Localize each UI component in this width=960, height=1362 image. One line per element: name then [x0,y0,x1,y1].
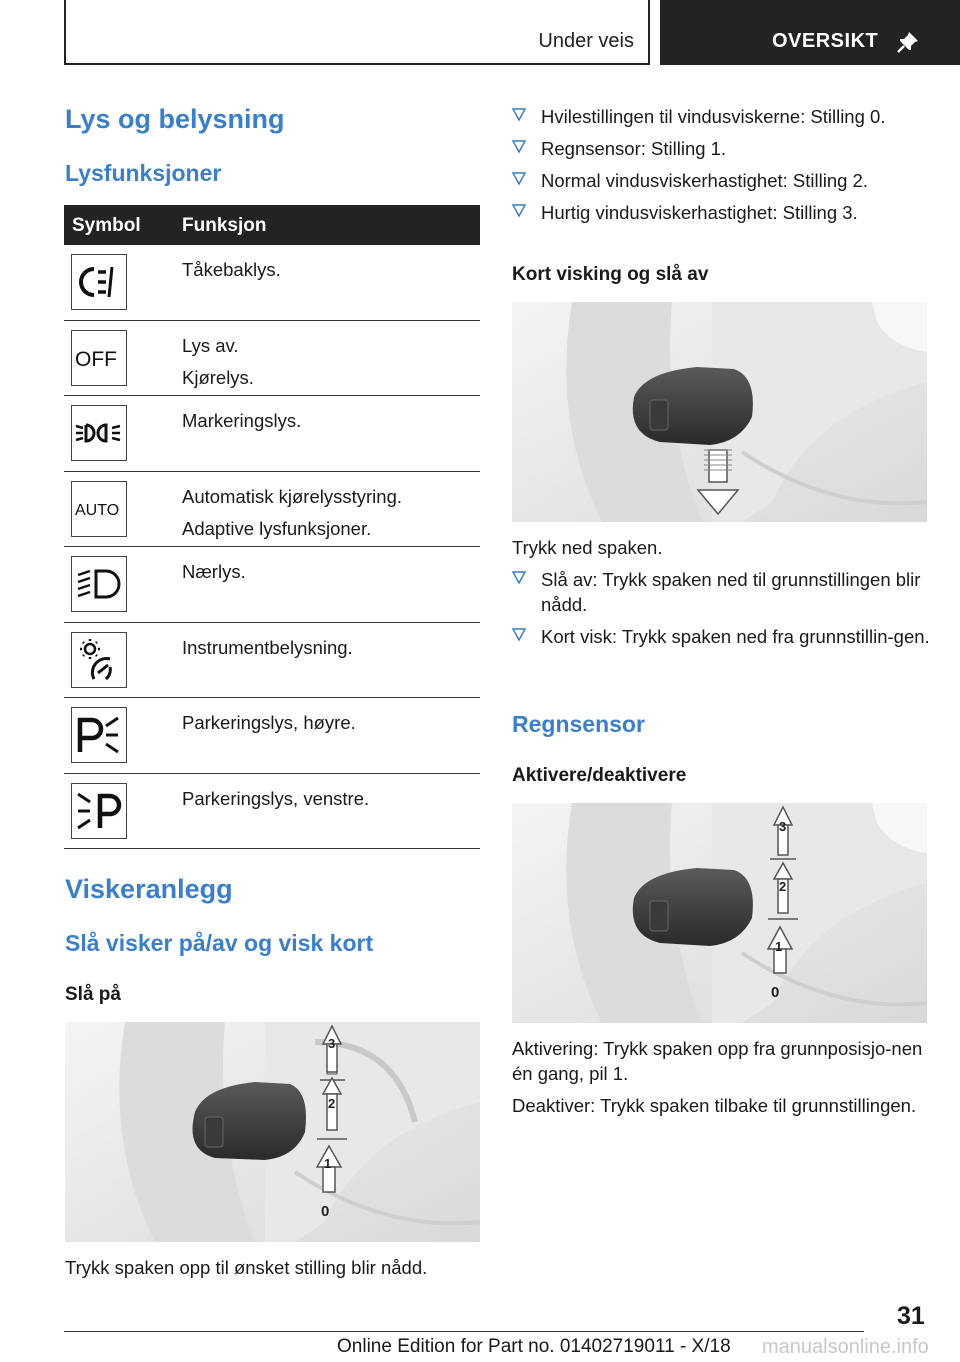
instrument-lighting-icon [71,632,127,688]
position-label-3: 3 [328,1036,336,1051]
footer-edition: Online Edition for Part no. 01402719011 - X/18 [337,1336,731,1357]
activation-text: Aktivering: Trykk spaken opp fra grunnposisjo-nen én gang, pil 1. [512,1038,923,1084]
parking-right-icon [71,707,127,763]
pin-icon [896,30,920,54]
bullet-text: Hurtig vindusviskerhastighet: Stilling 3. [541,202,858,223]
table-row [64,774,480,850]
wiper-lever-down-photo [512,302,927,522]
rain-sensor-lever-photo [512,803,927,1023]
press-down-text: Trykk ned spaken. [512,537,663,558]
deactivation-text: Deaktiver: Trykk spaken tilbake til grunnstillingen. [512,1095,917,1116]
footer-divider [64,1331,864,1332]
position-label-3: 3 [779,819,787,834]
position-label-1: 1 [775,939,783,954]
switch-on-heading: Slå på [65,984,121,1005]
row-function: Markeringslys. [182,410,302,431]
svg-text:OFF: OFF [75,347,117,371]
position-label-0: 0 [321,1203,330,1220]
wiper-subtitle: Slå visker på/av og visk kort [65,930,374,956]
off-icon [71,330,127,386]
bullet-text: Regnsensor: Stilling 1. [541,138,727,159]
table-row [64,547,480,623]
table-row [64,321,480,397]
fog-light-icon [71,254,127,310]
footer-site: manualsonline.info [762,1336,929,1358]
page-number: 31 [897,1302,925,1330]
table-row [64,623,480,699]
svg-text:AUTO: AUTO [75,501,120,519]
triangle-bullet-icon [512,171,526,185]
bullet-text: Kort visk: Trykk spaken ned fra grunnstillin-gen. [541,626,930,647]
wiper-lever-up-photo [65,1022,480,1242]
position-label-2: 2 [779,879,787,894]
position-label-1: 1 [324,1156,332,1171]
position-label-0: 0 [771,984,780,1001]
triangle-bullet-icon [512,139,526,153]
row-function: Instrumentbelysning. [182,636,353,658]
row-function: Parkeringslys, venstre. [182,787,370,809]
short-wipe-heading: Kort visking og slå av [512,264,709,285]
header-function: Funksjon [182,215,267,236]
row-function: Tåkebaklys. [182,259,281,280]
row-function: Adaptive lysfunksjoner. [182,517,372,539]
position-label-2: 2 [328,1096,336,1111]
row-function: Automatisk kjørelysstyring. [182,485,402,507]
page-title: Lys og belysning [65,104,285,134]
bullet-text: Hvilestillingen til vindusviskerne: Stilling 0. [541,106,886,127]
row-function: Lys av. [182,334,239,356]
triangle-bullet-icon [512,627,526,641]
parking-light-icon [71,405,127,461]
section-tab-label: Under veis [538,30,634,52]
parking-left-icon [71,783,127,839]
header-symbol: Symbol [72,215,141,236]
bullet-text: Normal vindusviskerhastighet: Stilling 2. [541,170,868,191]
rain-sensor-title: Regnsensor [512,711,645,737]
triangle-bullet-icon [512,107,526,121]
overview-tab-label: OVERSIKT [772,30,879,52]
lights-subtitle: Lysfunksjoner [65,160,222,186]
auto-icon [71,481,127,537]
table-row [64,396,480,472]
table-row [64,698,480,774]
wiper-caption: Trykk spaken opp til ønsket stilling blir nådd. [65,1257,428,1278]
bullet-text: Slå av: Trykk spaken ned til grunnstillingen blir nådd. [541,569,921,615]
activate-deactivate-heading: Aktivere/deaktivere [512,765,687,786]
table-row [64,245,480,321]
wiper-title: Viskeranlegg [65,874,233,904]
table-row [64,472,480,548]
row-function: Parkeringslys, høyre. [182,712,356,733]
triangle-bullet-icon [512,570,526,584]
row-function: Kjørelys. [182,366,254,388]
section-tab[interactable] [64,0,650,65]
triangle-bullet-icon [512,203,526,217]
low-beam-icon [71,556,127,612]
light-functions-table [64,205,480,849]
table-header [64,205,480,245]
row-function: Nærlys. [182,561,246,582]
